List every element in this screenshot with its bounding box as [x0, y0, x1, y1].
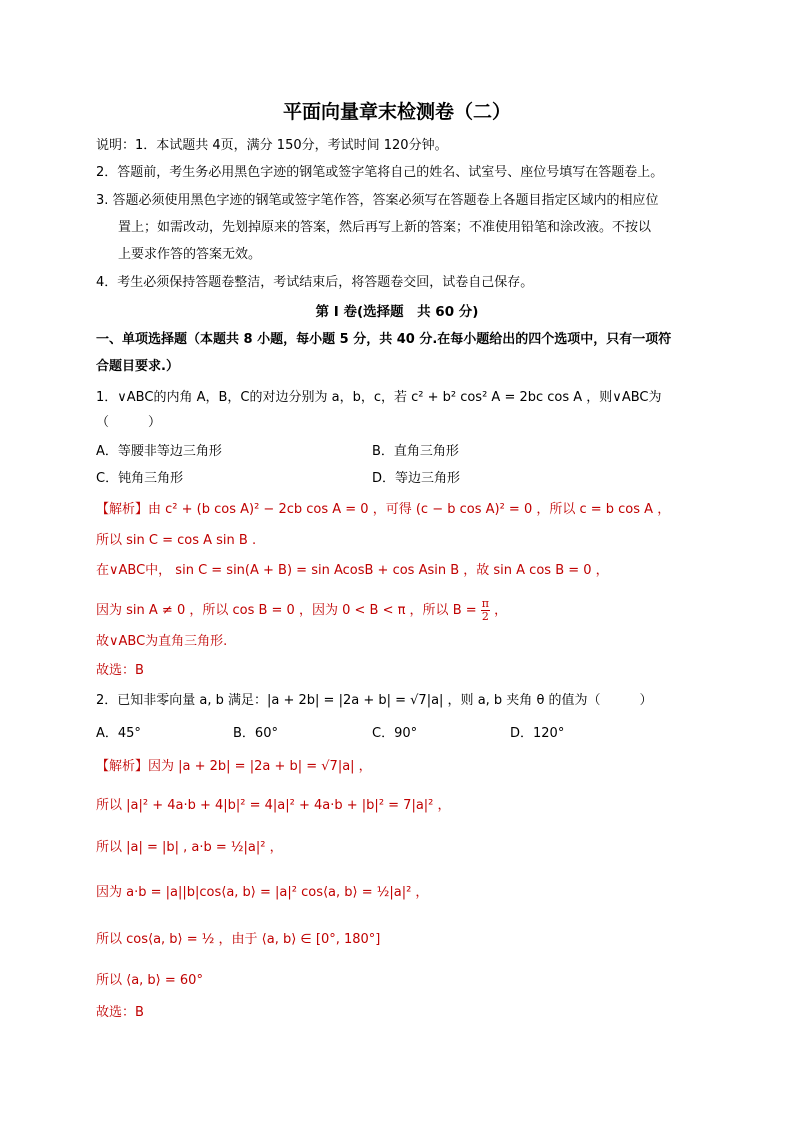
- q2-solution-line-3: 所以 |a| = |b| , a·b = ½|a|² ，: [96, 840, 283, 855]
- note-line-1: 说明：1．本试题共 4页，满分 150分，考试时间 120分钟。: [96, 138, 448, 153]
- note-line-5: 上要求作答的答案无效。: [118, 247, 262, 262]
- q1-option-b: B．直角三角形: [372, 444, 459, 459]
- q1-stem: 1．∨ABC的内角 A，B，C的对边分别为 a，b，c，若 c² + b² cos² A = 2bc cos A ，则∨ABC为: [96, 390, 662, 405]
- q1-solution-line-3: 在∨ABC中， sin C = sin(A + B) = sin AcosB + cos Asin B ，故 sin A cos B = 0 ，: [96, 563, 609, 578]
- q2-solution-line-6: 所以 ⟨a, b⟩ = 60°: [96, 973, 203, 988]
- q2-answer: 故选：B: [96, 1005, 144, 1020]
- note-line-6: 4．考生必须保持答题卷整洁，考试结束后，将答题卷交回，试卷自己保存。: [96, 275, 534, 290]
- q1-solution-line-4-tail: ，: [494, 603, 508, 618]
- q2-option-b: B．60°: [233, 726, 278, 741]
- fraction-numerator: π: [481, 597, 489, 610]
- part-heading-line-2: 合题目要求.）: [96, 359, 179, 374]
- q1-option-c: C．钝角三角形: [96, 471, 184, 486]
- section-title: 第 I 卷(选择题 共 60 分): [315, 304, 479, 320]
- part-heading-line-1: 一、单项选择题（本题共 8 小题，每小题 5 分，共 40 分.在每小题给出的四个选项中，只有一项符: [96, 332, 672, 347]
- q2-solution-line-4: 因为 a·b = |a||b|cos⟨a, b⟩ = |a|² cos⟨a, b⟩ = ½|a|² ，: [96, 885, 429, 900]
- pi-over-two-fraction: [481, 598, 490, 623]
- q2-stem: 2．已知非零向量 a, b 满足：|a + 2b| = |2a + b| = √7|a| ，则 a, b 夹角 θ 的值为（ ）: [96, 693, 653, 708]
- q1-solution-line-4-text: 因为 sin A ≠ 0 ，所以 cos B = 0 ，因为 0 < B < π ，所以 B =: [96, 603, 481, 618]
- page-title: 平面向量章末检测卷（二）: [282, 101, 511, 123]
- q1-blank: （ ）: [96, 415, 162, 430]
- note-line-3: 3. 答题必须使用黑色字迹的钢笔或签字笔作答，答案必须写在答题卷上各题目指定区域内的相应位: [96, 193, 659, 208]
- q1-answer: 故选：B: [96, 663, 144, 678]
- q1-option-d: D．等边三角形: [372, 471, 461, 486]
- note-line-2: 2．答题前，考生务必用黑色字迹的钢笔或签字笔将自己的姓名、试室号、座位号填写在答题卷上。: [96, 165, 664, 180]
- q2-option-c: C．90°: [372, 726, 418, 741]
- q1-solution-line-1: 【解析】由 c² + (b cos A)² − 2cb cos A = 0 ，可得 (c − b cos A)² = 0 ，所以 c = b cos A ，: [96, 502, 671, 517]
- q2-option-a: A．45°: [96, 726, 141, 741]
- fraction-denominator: 2: [481, 610, 489, 623]
- q1-solution-line-4: [96, 598, 507, 623]
- q2-option-d: D．120°: [510, 726, 565, 741]
- q2-solution-line-5: 所以 cos⟨a, b⟩ = ½ ，由于 ⟨a, b⟩ ∈ [0°, 180°]: [96, 932, 381, 947]
- q2-solution-line-2: 所以 |a|² + 4a·b + 4|b|² = 4|a|² + 4a·b + |b|² = 7|a|² ，: [96, 798, 451, 813]
- q1-solution-line-5: 故∨ABC为直角三角形.: [96, 634, 228, 649]
- q1-solution-line-2: 所以 sin C = cos A sin B .: [96, 533, 257, 548]
- note-line-4: 置上；如需改动，先划掉原来的答案，然后再写上新的答案；不准使用铅笔和涂改液。不按以: [118, 220, 652, 235]
- q1-option-a: A．等腰非等边三角形: [96, 444, 222, 459]
- q2-solution-line-1: 【解析】因为 |a + 2b| = |2a + b| = √7|a| ，: [96, 759, 372, 774]
